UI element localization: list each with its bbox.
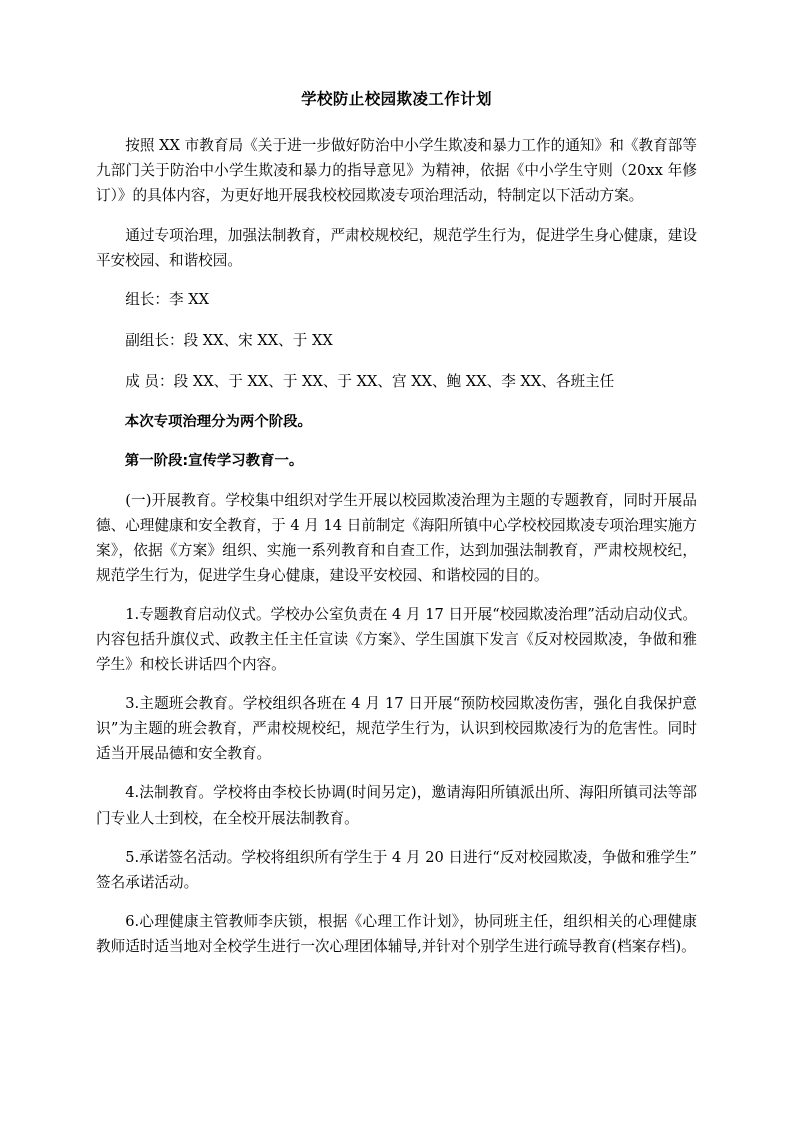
paragraph-deputy-leader: 副组长：段 XX、宋 XX、于 XX [125,331,333,349]
heading-stages: 本次专项治理分为两个阶段。 [124,414,312,430]
paragraph-item-4: 4.法制教育。学校将由李校长协调(时间另定)，邀请海阳所镇派出所、海阳所镇司法等部门专业人士到校，在全校开展法制教育。 [96,784,697,827]
paragraph-item-6: 6.心理健康主管教师李庆锁，根据《心理工作计划》，协同班主任，组织相关的心理健康教师适时适当地对全校学生进行一次心理团体辅导,并针对个别学生进行疏导教育(档案存档)。 [96,912,697,955]
paragraph-purpose: 通过专项治理，加强法制教育，严肃校规校纪，规范学生行为，促进学生身心健康，建设平安校园、和谐校园。 [96,226,697,269]
page-title: 学校防止校园欺凌工作计划 [301,90,492,108]
heading-stage-one: 第一阶段:宣传学习教育一。 [124,452,304,469]
paragraph-leader: 组长：李 XX [125,290,209,308]
paragraph-item-5: 5.承诺签名活动。学校将组织所有学生于 4 月 20 日进行“反对校园欺凌，争做和雅学生”签名承诺活动。 [96,848,697,891]
paragraph-item-1: 1.专题教育启动仪式。学校办公室负责在 4 月 17 日开展“校园欺凌治理”活动启动仪式。内容包括升旗仪式、政教主任主任宣读《方案》、学生国旗下发言《反对校园欺凌，争做和雅学生》和校长讲话四个内容。 [96,605,697,674]
paragraph-members: 成 员：段 XX、于 XX、于 XX、于 XX、宫 XX、鲍 XX、李 XX、各班主任 [125,372,615,390]
paragraph-basis: 按照 XX 市教育局《关于进一步做好防治中小学生欺凌和暴力工作的通知》和《教育部等九部门关于防治中小学生欺凌和暴力的指导意见》为精神，依据《中小学生守则（20xx 年修订）》的具体内容，为更好地开展我校校园欺凌专项治理活动，特制定以下活动方案。 [96,137,697,205]
paragraph-item-3: 3.主题班会教育。学校组织各班在 4 月 17 日开展“预防校园欺凌伤害，强化自我保护意识”为主题的班会教育，严肃校规校纪，规范学生行为，认识到校园欺凌行为的危害性。同时适当开展品德和安全教育。 [96,695,697,763]
paragraph-section-one: (一)开展教育。学校集中组织对学生开展以校园欺凌治理为主题的专题教育，同时开展品德、心理健康和安全教育，于 4 月 14 日前制定《海阳所镇中心学校校园欺凌专项治理实施方案》，依据《方案》组织、实施一系列教育和自查工作，达到加强法制教育，严肃校规校纪，规范学生行为，促进学生身心健康，建设平安校园、和谐校园的目的。 [96,491,697,584]
